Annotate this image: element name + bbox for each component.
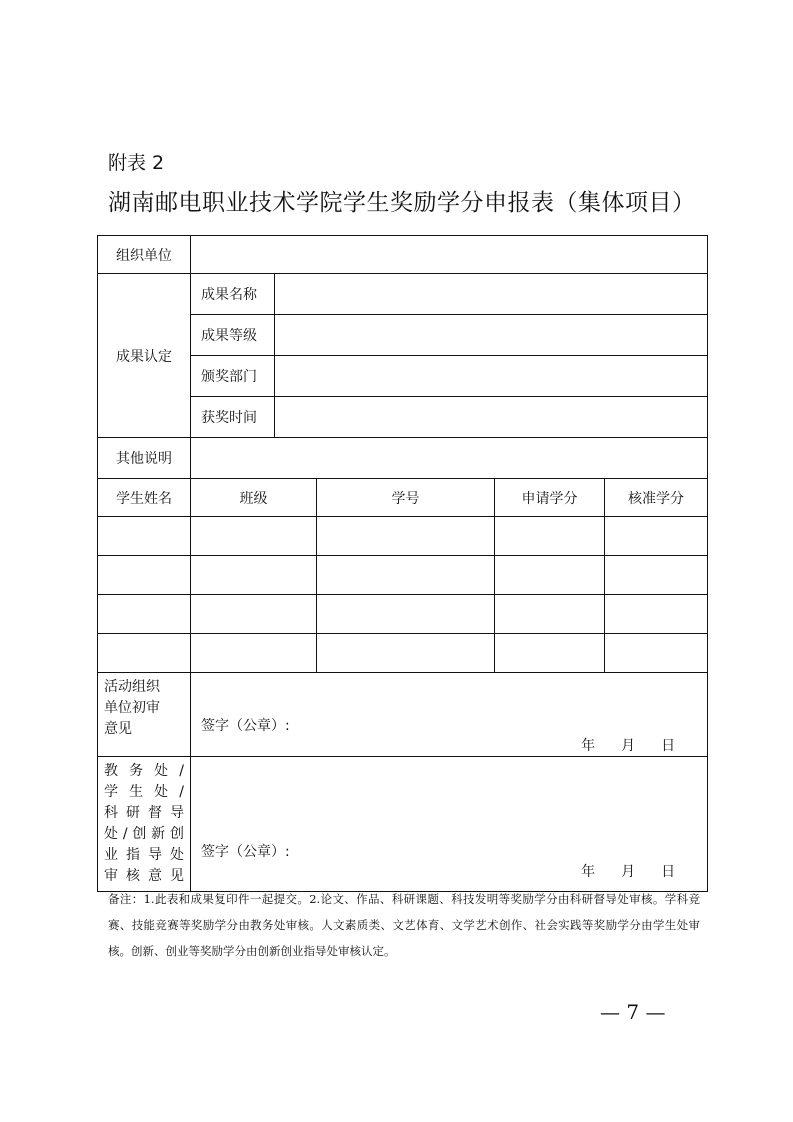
award-time-field[interactable] xyxy=(275,397,708,438)
review1-label xyxy=(98,673,191,757)
student-name-cell[interactable] xyxy=(98,517,191,556)
applied-credits-cell[interactable] xyxy=(495,517,605,556)
footnote: 备注：1.此表和成果复印件一起提交。2.论文、作品、科研课题、科技发明等奖励学分由科研督导处审核。学科竞赛、技能竞赛等奖励学分由教务处审核。人文素质类、文艺体育、文学艺术创作、社会实践等奖励学分由学生处审核。创新、创业等奖励学分由创新创业指导处审核认定。 xyxy=(108,892,700,958)
class-cell[interactable] xyxy=(191,517,317,556)
review2-label xyxy=(98,757,191,892)
applied-credits-cell[interactable] xyxy=(495,595,605,634)
review1-label-line: 意见 xyxy=(104,721,132,737)
signature-date xyxy=(555,735,675,755)
table-row xyxy=(98,595,708,634)
column-header-student-id: 学号 xyxy=(317,479,495,517)
table-row xyxy=(98,556,708,595)
approved-credits-cell[interactable] xyxy=(605,634,708,673)
signature-label: 签字（公章）: xyxy=(201,844,290,860)
awarding-dept-field[interactable] xyxy=(275,356,708,397)
review1-label-line: 活动组织 xyxy=(104,679,160,695)
org-unit-label: 组织单位 xyxy=(98,236,191,274)
review2-label-line: 处/创新创 xyxy=(104,826,184,842)
column-header-applied-credits: 申请学分 xyxy=(495,479,605,517)
review2-opinion-field[interactable] xyxy=(191,757,708,892)
student-id-cell[interactable] xyxy=(317,634,495,673)
other-notes-field[interactable] xyxy=(191,438,708,479)
achievement-name-field[interactable] xyxy=(275,274,708,315)
achievement-level-label: 成果等级 xyxy=(191,315,275,356)
achievement-level-field[interactable] xyxy=(275,315,708,356)
review1-opinion-field[interactable] xyxy=(191,673,708,757)
achievement-name-label: 成果名称 xyxy=(191,274,275,315)
student-name-cell[interactable] xyxy=(98,634,191,673)
student-id-cell[interactable] xyxy=(317,517,495,556)
other-notes-label: 其他说明 xyxy=(98,438,191,479)
student-name-cell[interactable] xyxy=(98,556,191,595)
approved-credits-cell[interactable] xyxy=(605,517,708,556)
date-day: 日 xyxy=(661,864,676,880)
class-cell[interactable] xyxy=(191,634,317,673)
column-header-approved-credits: 核准学分 xyxy=(605,479,708,517)
date-year: 年 xyxy=(581,864,596,880)
applied-credits-cell[interactable] xyxy=(495,634,605,673)
review2-label-line: 审核意见 xyxy=(104,868,184,884)
student-id-cell[interactable] xyxy=(317,595,495,634)
achievement-label: 成果认定 xyxy=(98,274,191,438)
column-header-student-name: 学生姓名 xyxy=(98,479,191,517)
column-header-class: 班级 xyxy=(191,479,317,517)
form-title: 湖南邮电职业技术学院学生奖励学分申报表（集体项目） xyxy=(108,190,696,216)
class-cell[interactable] xyxy=(191,595,317,634)
signature-label: 签字（公章）: xyxy=(201,718,290,734)
student-name-cell[interactable] xyxy=(98,595,191,634)
awarding-dept-label: 颁奖部门 xyxy=(191,356,275,397)
applied-credits-cell[interactable] xyxy=(495,556,605,595)
org-unit-field[interactable] xyxy=(191,236,708,274)
page-number: — 7 — xyxy=(600,1000,666,1024)
attachment-label: 附表 2 xyxy=(108,152,165,174)
review2-label-line: 科研督导 xyxy=(104,805,184,821)
table-row xyxy=(98,517,708,556)
review2-label-line: 学生处/ xyxy=(104,784,184,800)
date-day: 日 xyxy=(661,738,676,754)
table-row xyxy=(98,634,708,673)
approved-credits-cell[interactable] xyxy=(605,595,708,634)
review2-label-line: 业指导处 xyxy=(104,847,184,863)
review1-label-line: 单位初审 xyxy=(104,700,160,716)
date-year: 年 xyxy=(581,738,596,754)
date-month: 月 xyxy=(621,864,636,880)
application-form-table xyxy=(97,235,708,892)
approved-credits-cell[interactable] xyxy=(605,556,708,595)
signature-date xyxy=(555,861,675,881)
student-id-cell[interactable] xyxy=(317,556,495,595)
award-time-label: 获奖时间 xyxy=(191,397,275,438)
date-month: 月 xyxy=(621,738,636,754)
class-cell[interactable] xyxy=(191,556,317,595)
review2-label-line: 教务处/ xyxy=(104,763,184,779)
